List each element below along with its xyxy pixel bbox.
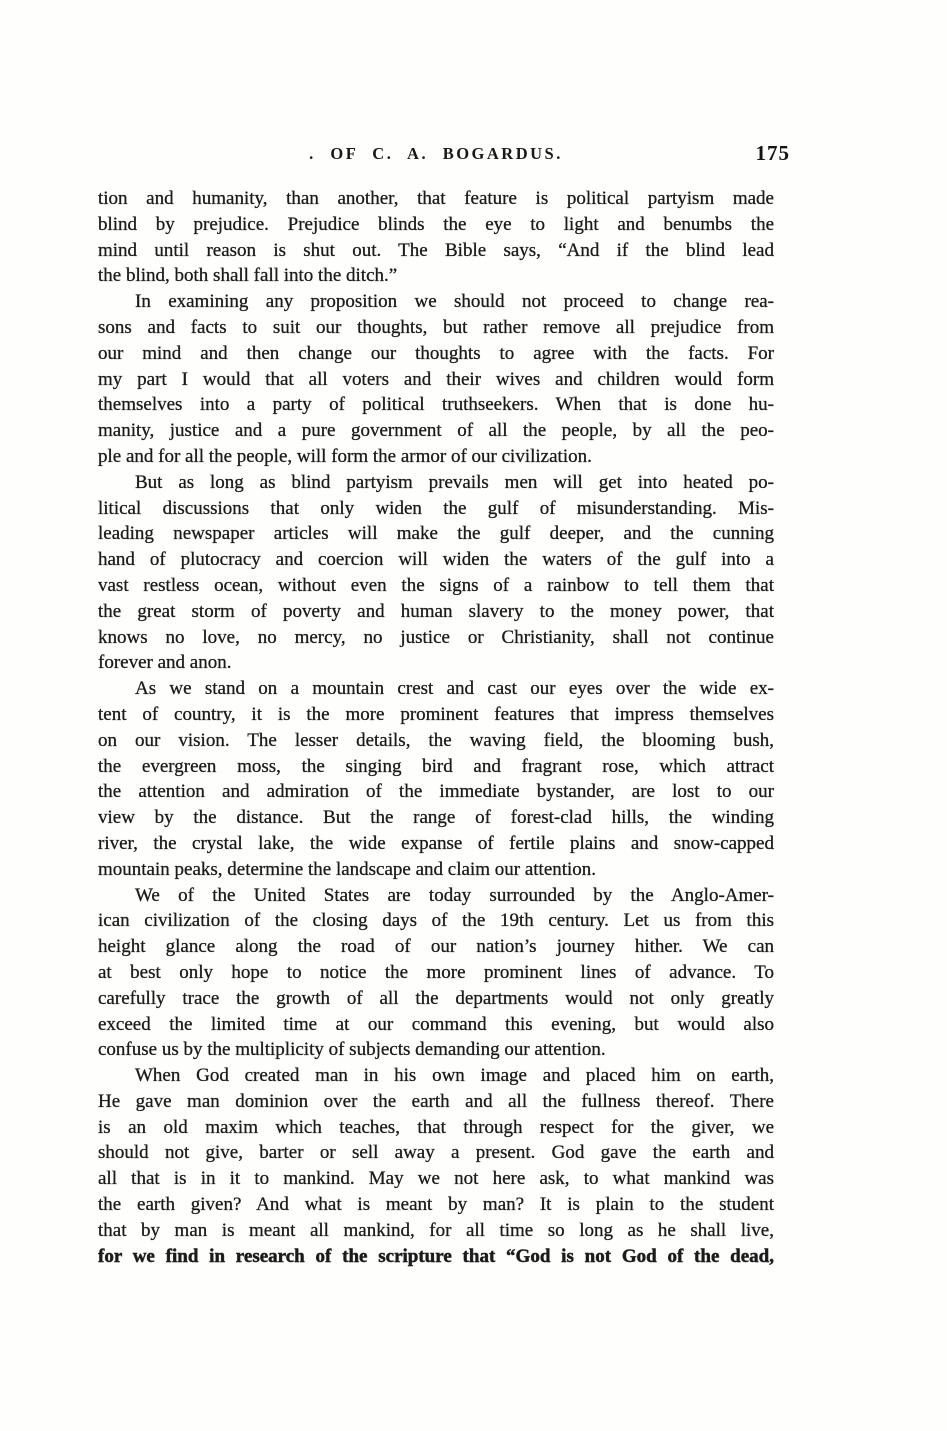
text-line: river, the crystal lake, the wide expanse of fertile plains and snow-capped	[98, 832, 774, 854]
text-line: exceed the limited time at our command this evening, but would also	[98, 1013, 774, 1035]
text-line: When God created man in his own image and placed him on earth,	[135, 1065, 774, 1087]
text-line: blind by prejudice. Prejudice blinds the eye to light and benumbs the	[98, 213, 774, 235]
running-title: . OF C. A. BOGARDUS.	[309, 144, 563, 163]
text-line: is an old maxim which teaches, that through respect for the giver, we	[98, 1116, 774, 1138]
text-line: confuse us by the multiplicity of subjects demanding our attention.	[98, 1039, 606, 1061]
text-line: view by the distance. But the range of forest-clad hills, the winding	[98, 807, 774, 829]
text-line: our mind and then change our thoughts to agree with the facts. For	[98, 342, 774, 364]
text-line: mind until reason is shut out. The Bible says, “And if the blind lead	[98, 239, 774, 261]
text-line: for we find in research of the scripture that “God is not God of the dead,	[98, 1245, 774, 1267]
text-line: the great storm of poverty and human slavery to the money power, that	[98, 600, 774, 622]
paragraph	[98, 1063, 774, 1269]
text-line: that by man is meant all mankind, for all time so long as he shall live,	[98, 1219, 774, 1241]
paragraph	[98, 470, 774, 676]
text-line: ican civilization of the closing days of the 19th century. Let us from this	[98, 910, 774, 932]
text-line: He gave man dominion over the earth and all the fullness thereof. There	[98, 1090, 774, 1112]
text-line: at best only hope to notice the more prominent lines of advance. To	[98, 961, 774, 983]
text-line: the attention and admiration of the immediate bystander, are lost to our	[98, 781, 774, 803]
text-line: all that is in it to mankind. May we not here ask, to what mankind was	[98, 1168, 774, 1190]
text-line: As we stand on a mountain crest and cast our eyes over the wide ex-	[135, 678, 774, 700]
text-line: on our vision. The lesser details, the waving field, the blooming bush,	[98, 729, 774, 751]
text-line: my part I would that all voters and their wives and children would form	[98, 368, 774, 390]
paragraph	[98, 289, 774, 470]
page-number: 175	[755, 141, 790, 165]
text-line: We of the United States are today surrounded by the Anglo-Amer-	[135, 884, 774, 906]
text-line: sons and facts to suit our thoughts, but rather remove all prejudice from	[98, 316, 774, 338]
text-line: But as long as blind partyism prevails men will get into heated po-	[135, 471, 774, 493]
text-line: height glance along the road of our nation’s journey hither. We can	[98, 936, 774, 958]
text-line: manity, justice and a pure government of all the people, by all the peo-	[98, 420, 774, 442]
text-line: ple and for all the people, will form the armor of our civilization.	[98, 445, 592, 467]
text-line: hand of plutocracy and coercion will widen the waters of the gulf into a	[98, 549, 774, 571]
paragraph	[98, 676, 774, 882]
text-line: mountain peaks, determine the landscape and claim our attention.	[98, 858, 597, 880]
text-line: the blind, both shall fall into the ditch.”	[98, 265, 398, 287]
page-body	[98, 186, 774, 1269]
text-line: litical discussions that only widen the gulf of misunderstanding. Mis-	[98, 497, 774, 519]
text-line: knows no love, no mercy, no justice or Christianity, shall not continue	[98, 626, 774, 648]
paragraph	[98, 883, 774, 1064]
text-line: the evergreen moss, the singing bird and fragrant rose, which attract	[98, 755, 774, 777]
paragraph	[98, 186, 774, 289]
text-line: the earth given? And what is meant by man? It is plain to the student	[98, 1194, 774, 1216]
text-line: carefully trace the growth of all the departments would not only greatly	[98, 987, 774, 1009]
text-line: tent of country, it is the more prominent features that impress themselves	[98, 703, 774, 725]
text-line: leading newspaper articles will make the gulf deeper, and the cunning	[98, 523, 774, 545]
text-line: In examining any proposition we should not proceed to change rea-	[135, 291, 774, 313]
text-line: vast restless ocean, without even the signs of a rainbow to tell them that	[98, 574, 774, 596]
text-line: should not give, barter or sell away a present. God gave the earth and	[98, 1142, 774, 1164]
text-line: themselves into a party of political truthseekers. When that is done hu-	[98, 394, 774, 416]
page-header	[98, 141, 790, 170]
text-line: tion and humanity, than another, that feature is political partyism made	[98, 188, 774, 209]
text-line: forever and anon.	[98, 652, 232, 674]
